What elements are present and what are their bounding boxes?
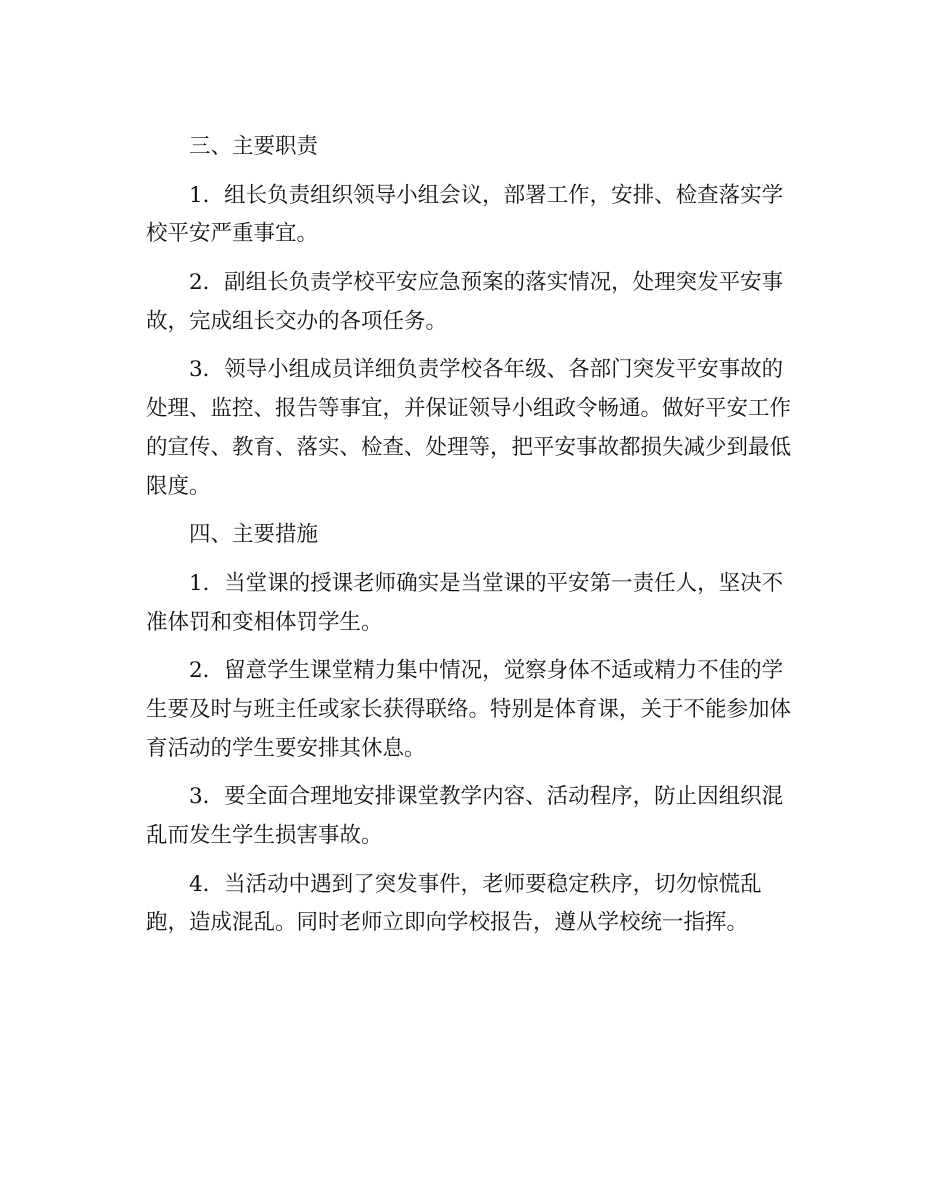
paragraph-line: 故，完成组长交办的各项任务。 (146, 308, 448, 334)
paragraph (146, 264, 802, 341)
paragraph-line: 乱而发生学生损害事故。 (146, 823, 383, 848)
section-responsibilities (146, 128, 802, 506)
paragraph-line: 4．当活动中遇到了突发事件，老师要稳定秩序，切勿惊慌乱 (189, 871, 762, 897)
paragraph-line: 3．领导小组成员详细负责学校各年级、各部门突发平安事故的 (189, 357, 784, 383)
paragraph-line: 1．当堂课的授课老师确实是当堂课的平安第一责任人，坚决不 (189, 570, 784, 596)
paragraph-line: 育活动的学生要安排其休息。 (146, 735, 426, 761)
document-body (146, 128, 802, 943)
paragraph (146, 177, 802, 254)
section-measures (146, 516, 802, 943)
paragraph (146, 866, 802, 943)
paragraph-line: 1．组长负责组织领导小组会议，部署工作，安排、检查落实学 (189, 182, 784, 208)
paragraph-line: 处理、监控、报告等事宜，并保证领导小组政令畅通。做好平安工作 (146, 396, 792, 422)
paragraph-line: 3．要全面合理地安排课堂教学内容、活动程序，防止因组织混 (189, 784, 784, 810)
paragraph-line: 限度。 (146, 473, 211, 499)
paragraph-line: 跑，造成混乱。同时老师立即向学校报告，遵从学校统一指挥。 (146, 910, 749, 936)
section-heading: 四、主要措施 (189, 522, 319, 548)
paragraph-line: 准体罚和变相体罚学生。 (146, 609, 383, 635)
paragraph-line: 2．副组长负责学校平安应急预案的落实情况，处理突发平安事 (189, 270, 784, 296)
paragraph (146, 778, 802, 855)
paragraph-line: 校平安严重事宜。 (146, 221, 319, 247)
paragraph-line: 的宣传、教育、落实、检查、处理等，把平安事故都损失减少到最低 (146, 434, 792, 460)
paragraph (146, 652, 802, 768)
paragraph (146, 351, 802, 506)
section-heading: 三、主要职责 (189, 134, 319, 159)
paragraph-line: 2．留意学生课堂精力集中情况，觉察身体不适或精力不佳的学 (189, 658, 784, 684)
paragraph-line: 生要及时与班主任或家长获得联络。特别是体育课，关于不能参加体 (146, 696, 792, 722)
paragraph (146, 565, 802, 642)
